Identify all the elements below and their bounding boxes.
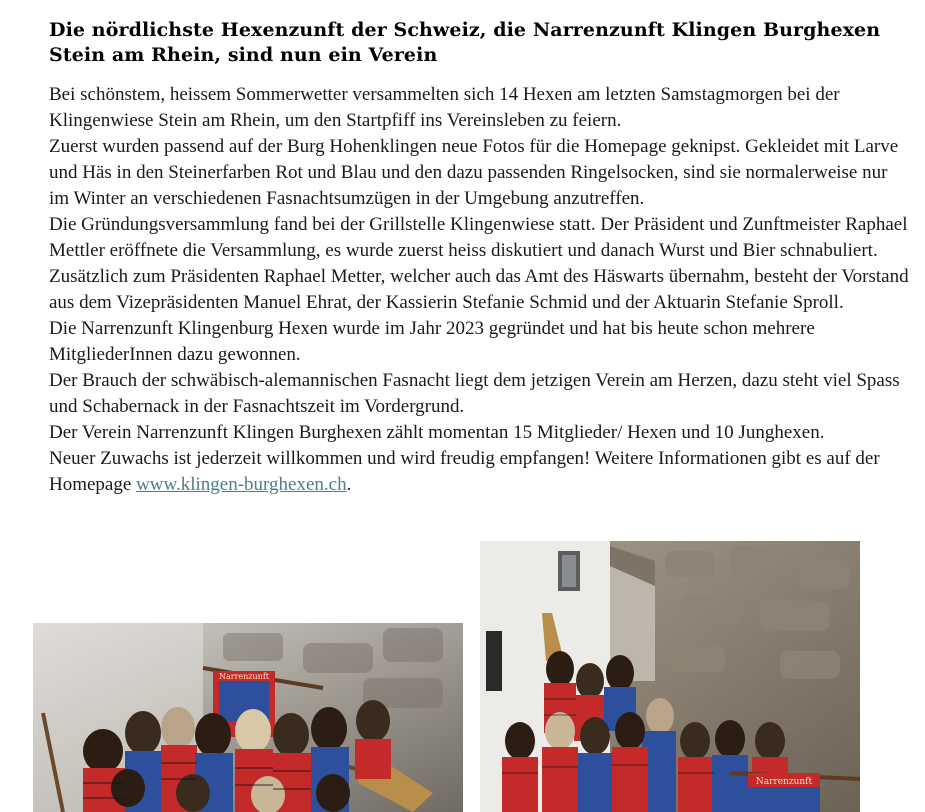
article-paragraph: Die Gründungsversammlung fand bei der Grillstelle Klingenwiese statt. Der Präsident und Zunftmeister Raphael Mettler eröffnete die Versammlung, es wurde zuerst heiss diskutiert und danach Wurst und Bier schnabuliert. Zusätzlich zum Präsidenten Raphael Metter, welcher auch das Amt des Häswarts übernahm, besteht der Vorstand aus dem Vizepräsidenten Manuel Ehrat, der Kassierin Stefanie Schmid und der Aktuarin Stefanie Sproll. [49, 214, 909, 313]
homepage-link[interactable]: www.klingen-burghexen.ch [136, 474, 347, 495]
banner-text-left: Narrenzunft [219, 672, 269, 681]
banner-text-right: Narrenzunft [755, 777, 813, 787]
group-photo-right [480, 541, 860, 812]
article-paragraph: Die Narrenzunft Klingenburg Hexen wurde im Jahr 2023 gegründet und hat bis heute schon mehrere MitgliederInnen dazu gewonnen. [49, 318, 815, 365]
article-paragraph: Bei schönstem, heissem Sommerwetter versammelten sich 14 Hexen am letzten Samstagmorgen bei der Klingenwiese Stein am Rhein, um den Startpfiff ins Vereinsleben zu feiern. [49, 84, 840, 131]
article-paragraph-end: . [346, 474, 352, 495]
article [49, 18, 909, 498]
article-paragraph-text: Neuer Zuwachs ist jederzeit willkommen und wird freudig empfangen! Weitere Informationen gibt es auf der Homepage [49, 448, 880, 495]
group-photo-right-image [480, 541, 860, 812]
group-photo-left-image [33, 623, 463, 812]
article-paragraph: Der Verein Narrenzunft Klingen Burghexen zählt momentan 15 Mitglieder/ Hexen und 10 Junghexen. [49, 422, 825, 443]
article-paragraph: Zuerst wurden passend auf der Burg Hohenklingen neue Fotos für die Homepage geknipst. Gekleidet mit Larve und Häs in den Steinerfarben Rot und Blau und den dazu passenden Ringelsocken, sind sie normalerweise nur im Winter an verschiedenen Fasnachtsumzügen in der Umgebung anzutreffen. [49, 136, 899, 209]
group-photo-left [33, 623, 463, 812]
article-paragraph: Der Brauch der schwäbisch-alemannischen Fasnacht liegt dem jetzigen Verein am Herzen, dazu steht viel Spass und Schabernack in der Fasnachtszeit im Vordergrund. [49, 370, 900, 417]
article-paragraph-last [49, 446, 909, 498]
article-title: Die nördlichste Hexenzunft der Schweiz, die Narrenzunft Klingen Burghexen Stein am Rhein, sind nun ein Verein [49, 19, 881, 66]
